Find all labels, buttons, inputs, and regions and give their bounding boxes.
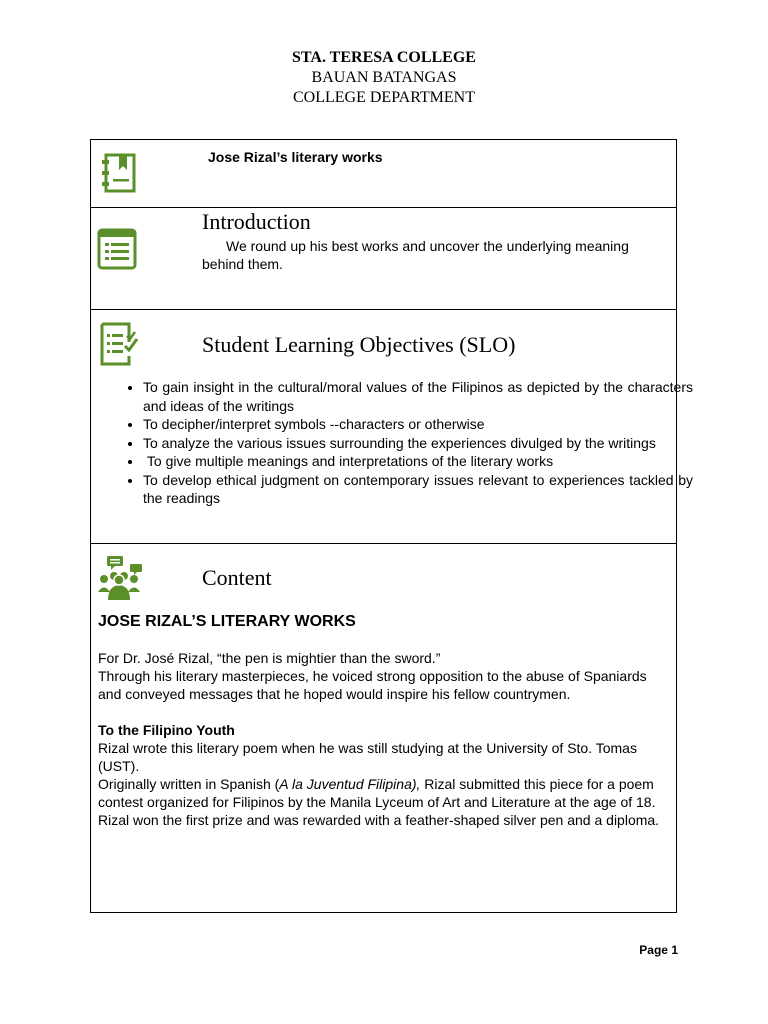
slo-section — [90, 309, 693, 544]
list-item: • To analyze the various issues surrounding the experiences divulged by the writings — [143, 434, 693, 453]
group-discussion-icon — [97, 554, 145, 602]
paragraph: For Dr. José Rizal, “the pen is mightier than the sword.” — [98, 650, 441, 666]
subheading: To the Filipino Youth — [98, 722, 235, 738]
introduction-heading: Introduction — [202, 209, 311, 234]
text-span: Rizal submitted this piece for a poem contest organized for Filipinos by the Manila Lyceum of Art and Literature at the age of 18. — [98, 776, 656, 810]
checklist-icon — [99, 322, 139, 366]
list-item: • To gain insight in the cultural/moral values of the Filipinos as depicted by the characters and ideas of the writings — [143, 378, 693, 415]
paragraph — [98, 775, 673, 811]
italic-title: A la Juventud Filipina), — [279, 776, 421, 792]
introduction-section — [90, 207, 677, 310]
introduction-text-content: We round up his best works and uncover the underlying meaning behind them. — [202, 238, 629, 272]
list-item: • To decipher/interpret symbols --characters or otherwise — [143, 415, 693, 434]
paragraph: Rizal wrote this literary poem when he was still studying at the University of Sto. Tomas (UST). — [98, 740, 637, 774]
content-title: JOSE RIZAL’S LITERARY WORKS — [98, 613, 356, 630]
paragraph: Rizal won the first prize and was rewarded with a feather-shaped silver pen and a diploma. — [98, 812, 660, 828]
content-section — [90, 543, 677, 913]
list-item: • To give multiple meanings and interpretations of the literary works — [143, 452, 693, 471]
paragraph: Through his literary masterpieces, he voiced strong opposition to the abuse of Spaniards and conveyed messages that he hoped would inspire his fellow countrymen. — [98, 668, 647, 702]
book-icon — [99, 152, 137, 194]
document-header — [0, 48, 768, 108]
text-span: Originally written in Spanish ( — [98, 776, 280, 792]
introduction-text — [202, 237, 662, 273]
school-location: BAUAN BATANGAS — [311, 69, 457, 86]
document-list-icon — [97, 228, 137, 270]
school-name: STA. TERESA COLLEGE — [292, 49, 476, 66]
list-item: • To develop ethical judgment on contemporary issues relevant to experiences tackled by the readings — [143, 471, 693, 508]
content-body — [98, 613, 673, 829]
slo-heading: Student Learning Objectives (SLO) — [202, 332, 516, 357]
slo-list — [119, 378, 693, 508]
content-heading: Content — [202, 565, 272, 590]
page-number: Page 1 — [639, 943, 678, 957]
topic-title: Jose Rizal’s literary works — [208, 149, 383, 165]
department-name: COLLEGE DEPARTMENT — [293, 89, 475, 106]
topic-section — [90, 139, 677, 208]
